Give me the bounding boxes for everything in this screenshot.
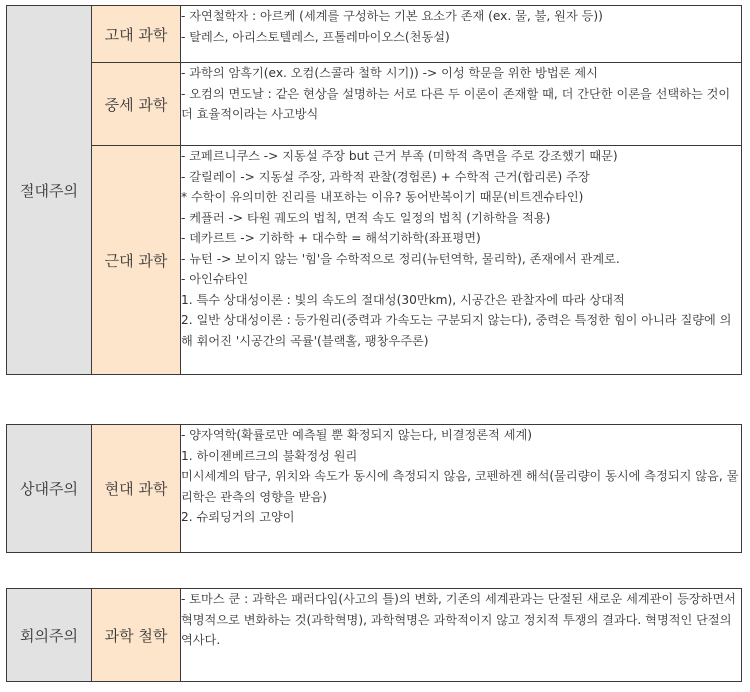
row-modern — [7, 146, 742, 375]
text-line: - 갈릴레이 -> 지동설 주장, 과학적 관찰(경험론) + 수학적 근거(합리론) 주장 — [181, 169, 590, 184]
category-cell: 상대주의 — [7, 425, 92, 553]
row-ancient — [7, 6, 742, 63]
text-line: - 오컴의 면도날 : 같은 현상을 설명하는 서로 다른 두 이론이 존재할 때, 더 간단한 이론을 선택하는 것이 더 효율적이라는 사고방식 — [181, 86, 731, 121]
text-line: - 탈레스, 아리스토텔레스, 프톨레마이오스(천동설) — [181, 29, 450, 44]
text-line: 1. 하이젠베르크의 불확정성 원리 — [181, 448, 358, 463]
era-cell: 과학 철학 — [92, 589, 181, 682]
content-cell — [181, 146, 742, 375]
era-cell: 고대 과학 — [92, 6, 181, 63]
text-line: - 아인슈타인 — [181, 272, 249, 286]
category-cell: 회의주의 — [7, 589, 92, 682]
section-skepticism — [6, 588, 742, 682]
text-line: - 케플러 -> 타원 궤도의 법칙, 면적 속도 일정의 법칙 (기하학을 적용) — [181, 210, 551, 225]
category-cell: 절대주의 — [7, 6, 92, 375]
text-line: 미시세계의 탐구, 위치와 속도가 동시에 측정되지 않음, 코펜하겐 해석(물리량이 동시에 측정되지 않음, 물리학은 관측의 영향을 받음) — [181, 469, 739, 504]
text-line: - 데카르트 -> 기하학 + 대수학 = 해석기하학(좌표평면) — [181, 231, 481, 245]
era-cell: 중세 과학 — [92, 63, 181, 146]
text-line: 2. 슈뢰딩거의 고양이 — [181, 510, 295, 524]
era-cell: 근대 과학 — [92, 146, 181, 375]
content-cell — [181, 63, 742, 146]
text-line: - 코페르니쿠스 -> 지동설 주장 but 근거 부족 (미학적 측면을 주로 강조했기 때문) — [181, 149, 618, 163]
text-line: 1. 특수 상대성이론 : 빛의 속도의 절대성(30만km), 시공간은 관찰자에 따라 상대적 — [181, 292, 625, 307]
row-medieval — [7, 63, 742, 146]
row-philosophy-of-science — [7, 589, 742, 682]
content-cell — [181, 425, 742, 553]
text-line: * 수학이 유의미한 진리를 내포하는 이유? 동어반복이기 때문(비트겐슈타인) — [181, 190, 584, 204]
content-cell — [181, 589, 742, 682]
content-cell — [181, 6, 742, 63]
section-absolutism — [6, 5, 742, 375]
text-line: - 양자역학(확률로만 예측될 뿐 확정되지 않는다, 비결정론적 세계) — [181, 428, 533, 442]
row-contemporary — [7, 425, 742, 553]
text-line: - 토마스 쿤 : 과학은 패러다임(사고의 틀)의 변화, 기존의 세계관과는 단절된 새로운 세계관이 등장하면서 혁명적으로 변화하는 것(과학혁명), 과학혁명은 과학적이지 않고 정치적 투쟁의 결과다. 혁명적인 단절의 역사다. — [181, 592, 736, 647]
text-line: - 뉴턴 -> 보이지 않는 '힘'을 수학적으로 정리(뉴턴역학, 물리학), 존재에서 관계로. — [181, 251, 620, 266]
text-line: - 자연철학자 : 아르케 (세계를 구성하는 기본 요소가 존재 (ex. 물, 불, 원자 등)) — [181, 9, 603, 23]
section-relativism — [6, 424, 742, 553]
text-line: 2. 일반 상대성이론 : 등가원리(중력과 가속도는 구분되지 않는다), 중력은 특정한 힘이 아니라 질량에 의해 휘어진 '시공간의 곡률'(블랙홀, 팽창우주론) — [181, 313, 732, 348]
text-line: - 과학의 암흑기(ex. 오컴(스콜라 철학 시기)) -> 이성 학문을 위한 방법론 제시 — [181, 66, 598, 80]
era-cell: 현대 과학 — [92, 425, 181, 553]
